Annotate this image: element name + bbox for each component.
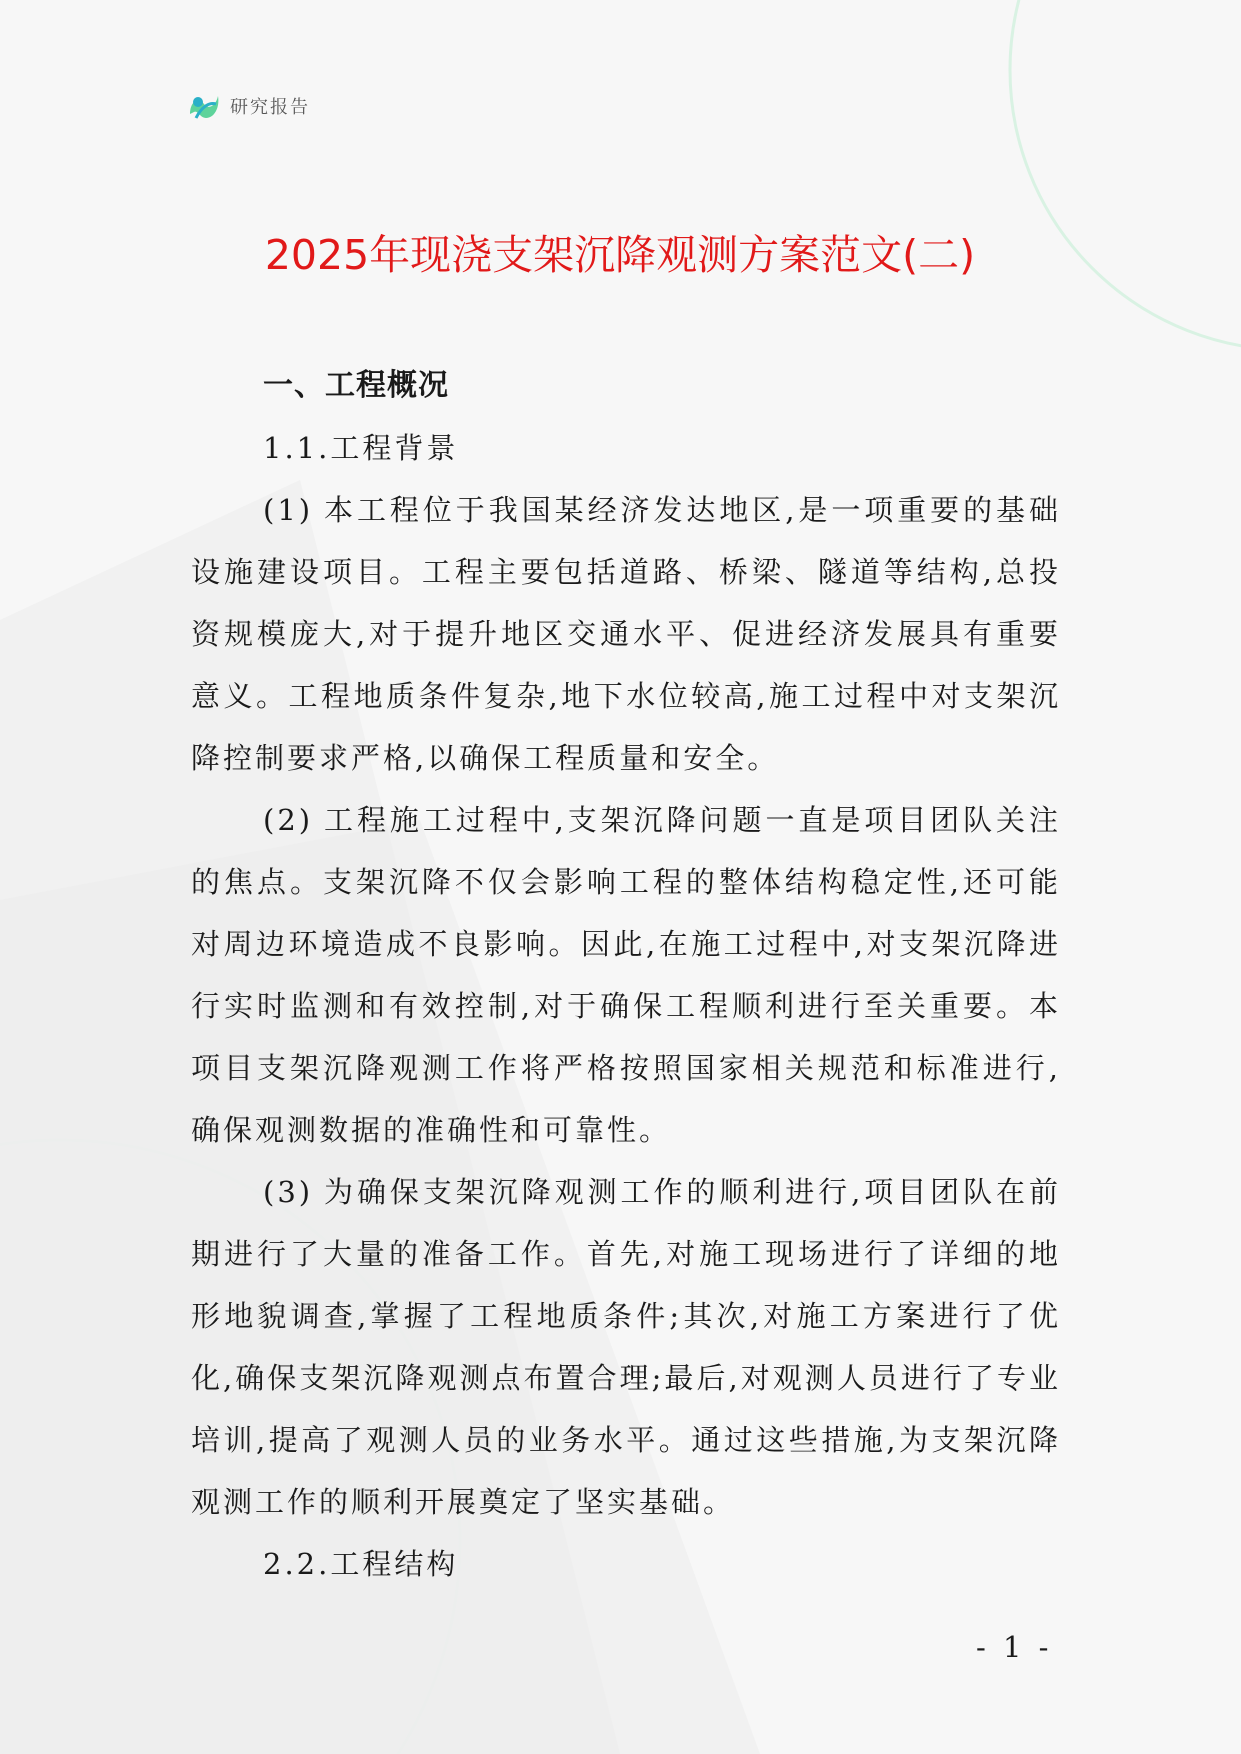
paragraph-2: [191, 789, 1061, 1161]
subsection-heading-background: 1.1.工程背景: [263, 431, 459, 465]
subsection-heading-structure: 2.2.工程结构: [263, 1547, 459, 1581]
page-number: - 1 -: [976, 1630, 1053, 1664]
section-heading: 一、工程概况: [263, 368, 449, 403]
document-title: 2025年现浇支架沉降观测方案范文(二): [264, 231, 976, 279]
paragraph-text: 本工程位于我国某经济发达地区,是一项重要的基础设施建设项目。工程主要包括道路、桥梁、隧道等结构,总投资规模庞大,对于提升地区交通水平、促进经济发展具有重要意义。工程地质条件复杂,地下水位较高,施工过程中对支架沉降控制要求严格,以确保工程质量和安全。: [191, 493, 1061, 775]
leaf-logo-icon: [186, 88, 222, 124]
paragraph-number: (2): [263, 803, 314, 837]
header-label: 研究报告: [230, 97, 310, 118]
paragraph-text: 为确保支架沉降观测工作的顺利进行,项目团队在前期进行了大量的准备工作。首先,对施工现场进行了详细的地形地貌调查,掌握了工程地质条件;其次,对施工方案进行了优化,确保支架沉降观测点布置合理;最后,对观测人员进行了专业培训,提高了观测人员的业务水平。通过这些措施,为支架沉降观测工作的顺利开展奠定了坚实基础。: [191, 1175, 1061, 1519]
header-mark: [186, 88, 310, 124]
paragraph-3: [191, 1161, 1061, 1533]
paragraph-number: (1): [263, 493, 314, 527]
paragraph-text: 工程施工过程中,支架沉降问题一直是项目团队关注的焦点。支架沉降不仅会影响工程的整体结构稳定性,还可能对周边环境造成不良影响。因此,在施工过程中,对支架沉降进行实时监测和有效控制,对于确保工程顺利进行至关重要。本项目支架沉降观测工作将严格按照国家相关规范和标准进行,确保观测数据的准确性和可靠性。: [191, 803, 1061, 1147]
paragraph-number: (3): [263, 1175, 314, 1209]
document-body: [191, 355, 1061, 1595]
paragraph-1: [191, 479, 1061, 789]
